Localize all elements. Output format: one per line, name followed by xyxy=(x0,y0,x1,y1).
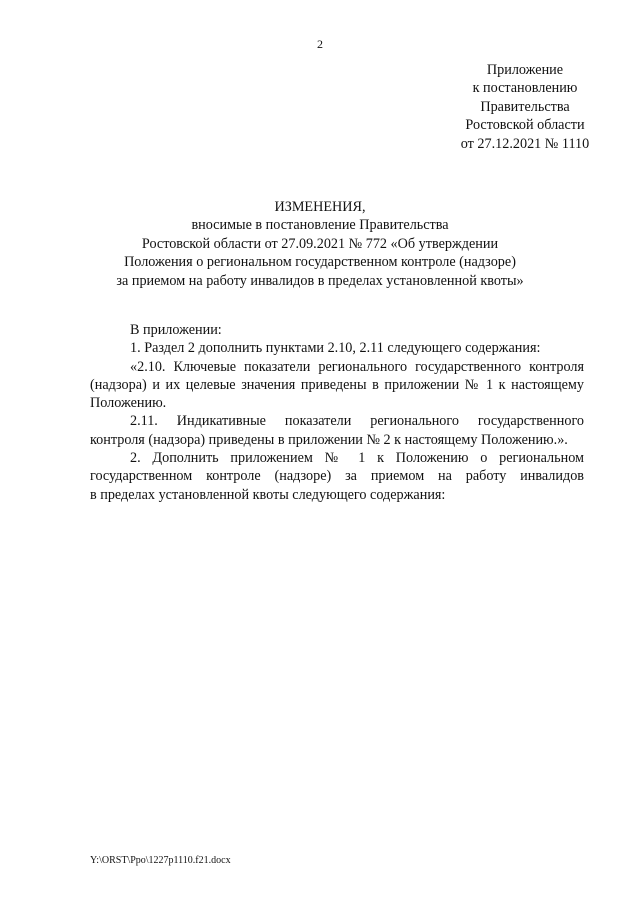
title-line: Положения о региональном государственном контроле (надзоре) xyxy=(124,254,516,271)
title-line: Ростовской области от 27.09.2021 № 772 «Об утверждении xyxy=(141,235,499,252)
document-body xyxy=(90,321,584,504)
annex-line: Правительства xyxy=(480,98,570,115)
file-path-footer: Y:\ORST\Ppo\1227p1110.f21.docx xyxy=(90,855,231,866)
item-2-line: государственном контроле (надзоре) за приемом на работу инвалидов xyxy=(90,468,584,485)
item-1: 1. Раздел 2 дополнить пунктами 2.10, 2.11 следующего содержания: xyxy=(130,340,541,357)
document-title xyxy=(0,198,640,290)
title-line: вносимые в постановление Правительства xyxy=(191,217,449,234)
annex-line: от 27.12.2021 № 1110 xyxy=(460,135,590,152)
annex-line: Приложение xyxy=(486,62,564,78)
item-2-11-line: 2.11. Индикативные показатели регионального государственного xyxy=(130,413,584,430)
intro-line: В приложении: xyxy=(130,322,222,338)
item-2-10-line: (надзора) и их целевые значения приведены в приложении № 1 к настоящему xyxy=(90,376,584,393)
item-2-10-line: Положению. xyxy=(90,395,167,412)
page-number: 2 xyxy=(317,37,323,51)
item-2-10-line: «2.10. Ключевые показатели регионального государственного контроля xyxy=(130,358,584,375)
title-line: за приемом на работу инвалидов в пределах установленной квоты» xyxy=(116,272,524,289)
annex-line: к постановлению xyxy=(472,80,578,97)
title-heading: ИЗМЕНЕНИЯ, xyxy=(274,199,366,215)
item-2-11-line: контроля (надзора) приведены в приложении № 2 к настоящему Положению.». xyxy=(90,431,568,448)
annex-block xyxy=(420,61,630,153)
item-2-line: в пределах установленной квоты следующего содержания: xyxy=(90,486,446,503)
annex-line: Ростовской области xyxy=(465,117,585,134)
item-2-line: 2. Дополнить приложением № 1 к Положению о региональном xyxy=(130,450,584,467)
